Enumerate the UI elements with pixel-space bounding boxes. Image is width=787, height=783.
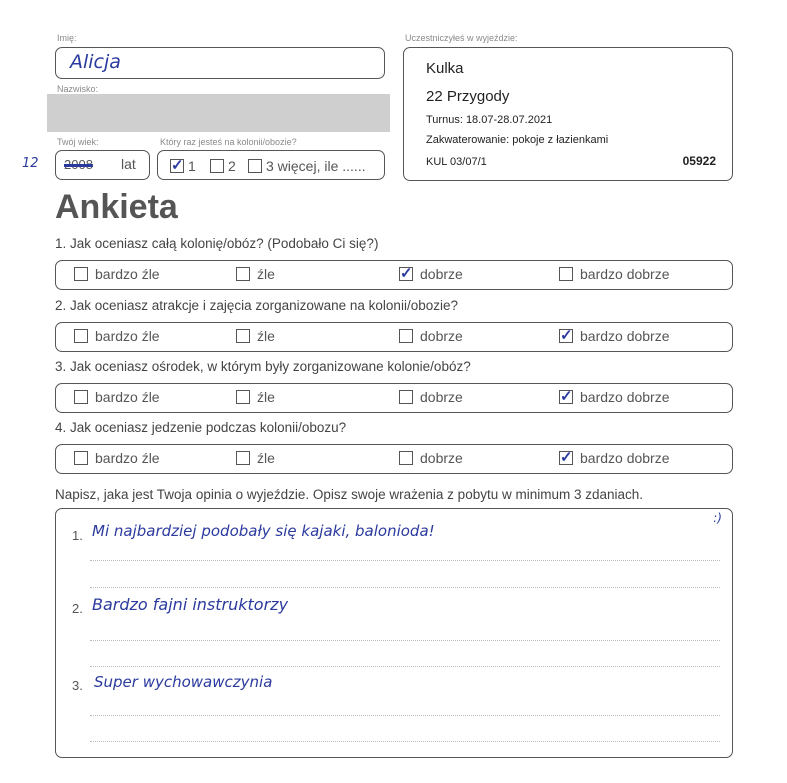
answer-3-num: 3.: [72, 678, 83, 693]
smiley: :): [713, 511, 722, 525]
option-label: źle: [257, 389, 275, 405]
option-label: bardzo dobrze: [580, 266, 670, 282]
dotted-line: [90, 666, 720, 667]
question-4-option-1[interactable]: [74, 450, 160, 466]
checkbox[interactable]: [236, 329, 250, 343]
checkbox[interactable]: [399, 267, 413, 281]
option-label: dobrze: [420, 389, 463, 405]
age-struck: 2008: [64, 157, 93, 172]
checkbox[interactable]: [236, 390, 250, 404]
age-label: Twój wiek:: [57, 137, 99, 147]
option-label: bardzo źle: [95, 389, 160, 405]
checkbox[interactable]: [559, 390, 573, 404]
name-value: Alicja: [70, 51, 121, 73]
times-option-3[interactable]: 3 więcej, ile ......: [248, 158, 366, 174]
question-1-option-2[interactable]: [236, 266, 275, 282]
trip-code: KUL 03/07/1: [426, 156, 487, 168]
checkbox[interactable]: [170, 159, 184, 173]
checkbox[interactable]: [74, 329, 88, 343]
name-field[interactable]: [55, 47, 385, 79]
checkbox[interactable]: [210, 159, 224, 173]
trip-lodging: Zakwaterowanie: pokoje z łazienkami: [426, 134, 609, 146]
question-1-option-3[interactable]: [399, 266, 463, 282]
question-3-text: 3. Jak oceniasz ośrodek, w którym były zorganizowane kolonie/obóz?: [55, 359, 471, 374]
option-label: bardzo dobrze: [580, 328, 670, 344]
question-2-option-2[interactable]: [236, 328, 275, 344]
question-4-options: [55, 444, 733, 474]
checkbox[interactable]: [74, 390, 88, 404]
trip-turnus: Turnus: 18.07-28.07.2021: [426, 114, 553, 126]
checkbox[interactable]: [236, 267, 250, 281]
question-4-option-4[interactable]: [559, 450, 670, 466]
checkbox[interactable]: [559, 451, 573, 465]
question-3-option-3[interactable]: [399, 389, 463, 405]
option-label: bardzo źle: [95, 450, 160, 466]
question-1-text: 1. Jak oceniasz całą kolonię/obóz? (Podobało Ci się?): [55, 236, 379, 251]
answer-2: Bardzo fajni instruktorzy: [92, 595, 289, 614]
question-2-option-3[interactable]: [399, 328, 463, 344]
question-2-text: 2. Jak oceniasz atrakcje i zajęcia zorganizowane na kolonii/obozie?: [55, 298, 458, 313]
trip-label: Uczestniczyłeś w wyjeździe:: [405, 33, 518, 43]
trip-program: 22 Przygody: [426, 88, 510, 105]
checkbox[interactable]: [399, 451, 413, 465]
question-3-option-2[interactable]: [236, 389, 275, 405]
question-3-option-4[interactable]: [559, 389, 670, 405]
option-label: bardzo źle: [95, 328, 160, 344]
checkbox[interactable]: [399, 390, 413, 404]
answer-1-num: 1.: [72, 528, 83, 543]
checkbox[interactable]: [74, 267, 88, 281]
age-unit: lat: [121, 156, 136, 172]
page-title: Ankieta: [55, 188, 178, 226]
checkbox[interactable]: [74, 451, 88, 465]
question-4-option-2[interactable]: [236, 450, 275, 466]
option-label: źle: [257, 328, 275, 344]
option-label: dobrze: [420, 450, 463, 466]
question-1-option-4[interactable]: [559, 266, 670, 282]
option-label: dobrze: [420, 266, 463, 282]
trip-name: Kulka: [426, 60, 464, 77]
opinion-box[interactable]: [55, 508, 733, 758]
option-label: bardzo dobrze: [580, 450, 670, 466]
question-4-option-3[interactable]: [399, 450, 463, 466]
option-label: bardzo dobrze: [580, 389, 670, 405]
times-label: Który raz jesteś na kolonii/obozie?: [160, 137, 297, 147]
question-1-option-1[interactable]: [74, 266, 160, 282]
trip-box: [403, 47, 733, 181]
age-field[interactable]: [55, 150, 150, 180]
dotted-line: [90, 587, 720, 588]
option-label: źle: [257, 450, 275, 466]
option-label: bardzo źle: [95, 266, 160, 282]
question-2-options: [55, 322, 733, 352]
trip-number: 05922: [682, 154, 716, 168]
dotted-line: [90, 715, 720, 716]
checkbox[interactable]: [559, 329, 573, 343]
checkbox[interactable]: [399, 329, 413, 343]
question-3-options: [55, 383, 733, 413]
times-option-1[interactable]: ✓ 1: [170, 158, 196, 174]
surname-redacted: [47, 94, 390, 132]
answer-3: Super wychowawczynia: [94, 673, 273, 691]
checkbox[interactable]: [559, 267, 573, 281]
question-2-option-4[interactable]: [559, 328, 670, 344]
answer-1: Mi najbardziej podobały się kajaki, balonioda!: [92, 522, 435, 540]
option-label: dobrze: [420, 328, 463, 344]
surname-label: Nazwisko:: [57, 84, 99, 94]
question-1-options: [55, 260, 733, 290]
opinion-prompt: Napisz, jaka jest Twoja opinia o wyjeździe. Opisz swoje wrażenia z pobytu w minimum 3 zdaniach.: [55, 487, 644, 502]
dotted-line: [90, 640, 720, 641]
times-field[interactable]: [157, 150, 385, 180]
question-3-option-1[interactable]: [74, 389, 160, 405]
option-label: źle: [257, 266, 275, 282]
times-option-2[interactable]: 2: [210, 158, 236, 174]
checkbox[interactable]: [236, 451, 250, 465]
checkbox[interactable]: [248, 159, 262, 173]
name-label: Imię:: [57, 33, 77, 43]
answer-2-num: 2.: [72, 601, 83, 616]
dotted-line: [90, 741, 720, 742]
question-4-text: 4. Jak oceniasz jedzenie podczas kolonii/obozu?: [55, 420, 347, 435]
age-written: 12: [22, 156, 39, 171]
question-2-option-1[interactable]: [74, 328, 160, 344]
dotted-line: [90, 560, 720, 561]
